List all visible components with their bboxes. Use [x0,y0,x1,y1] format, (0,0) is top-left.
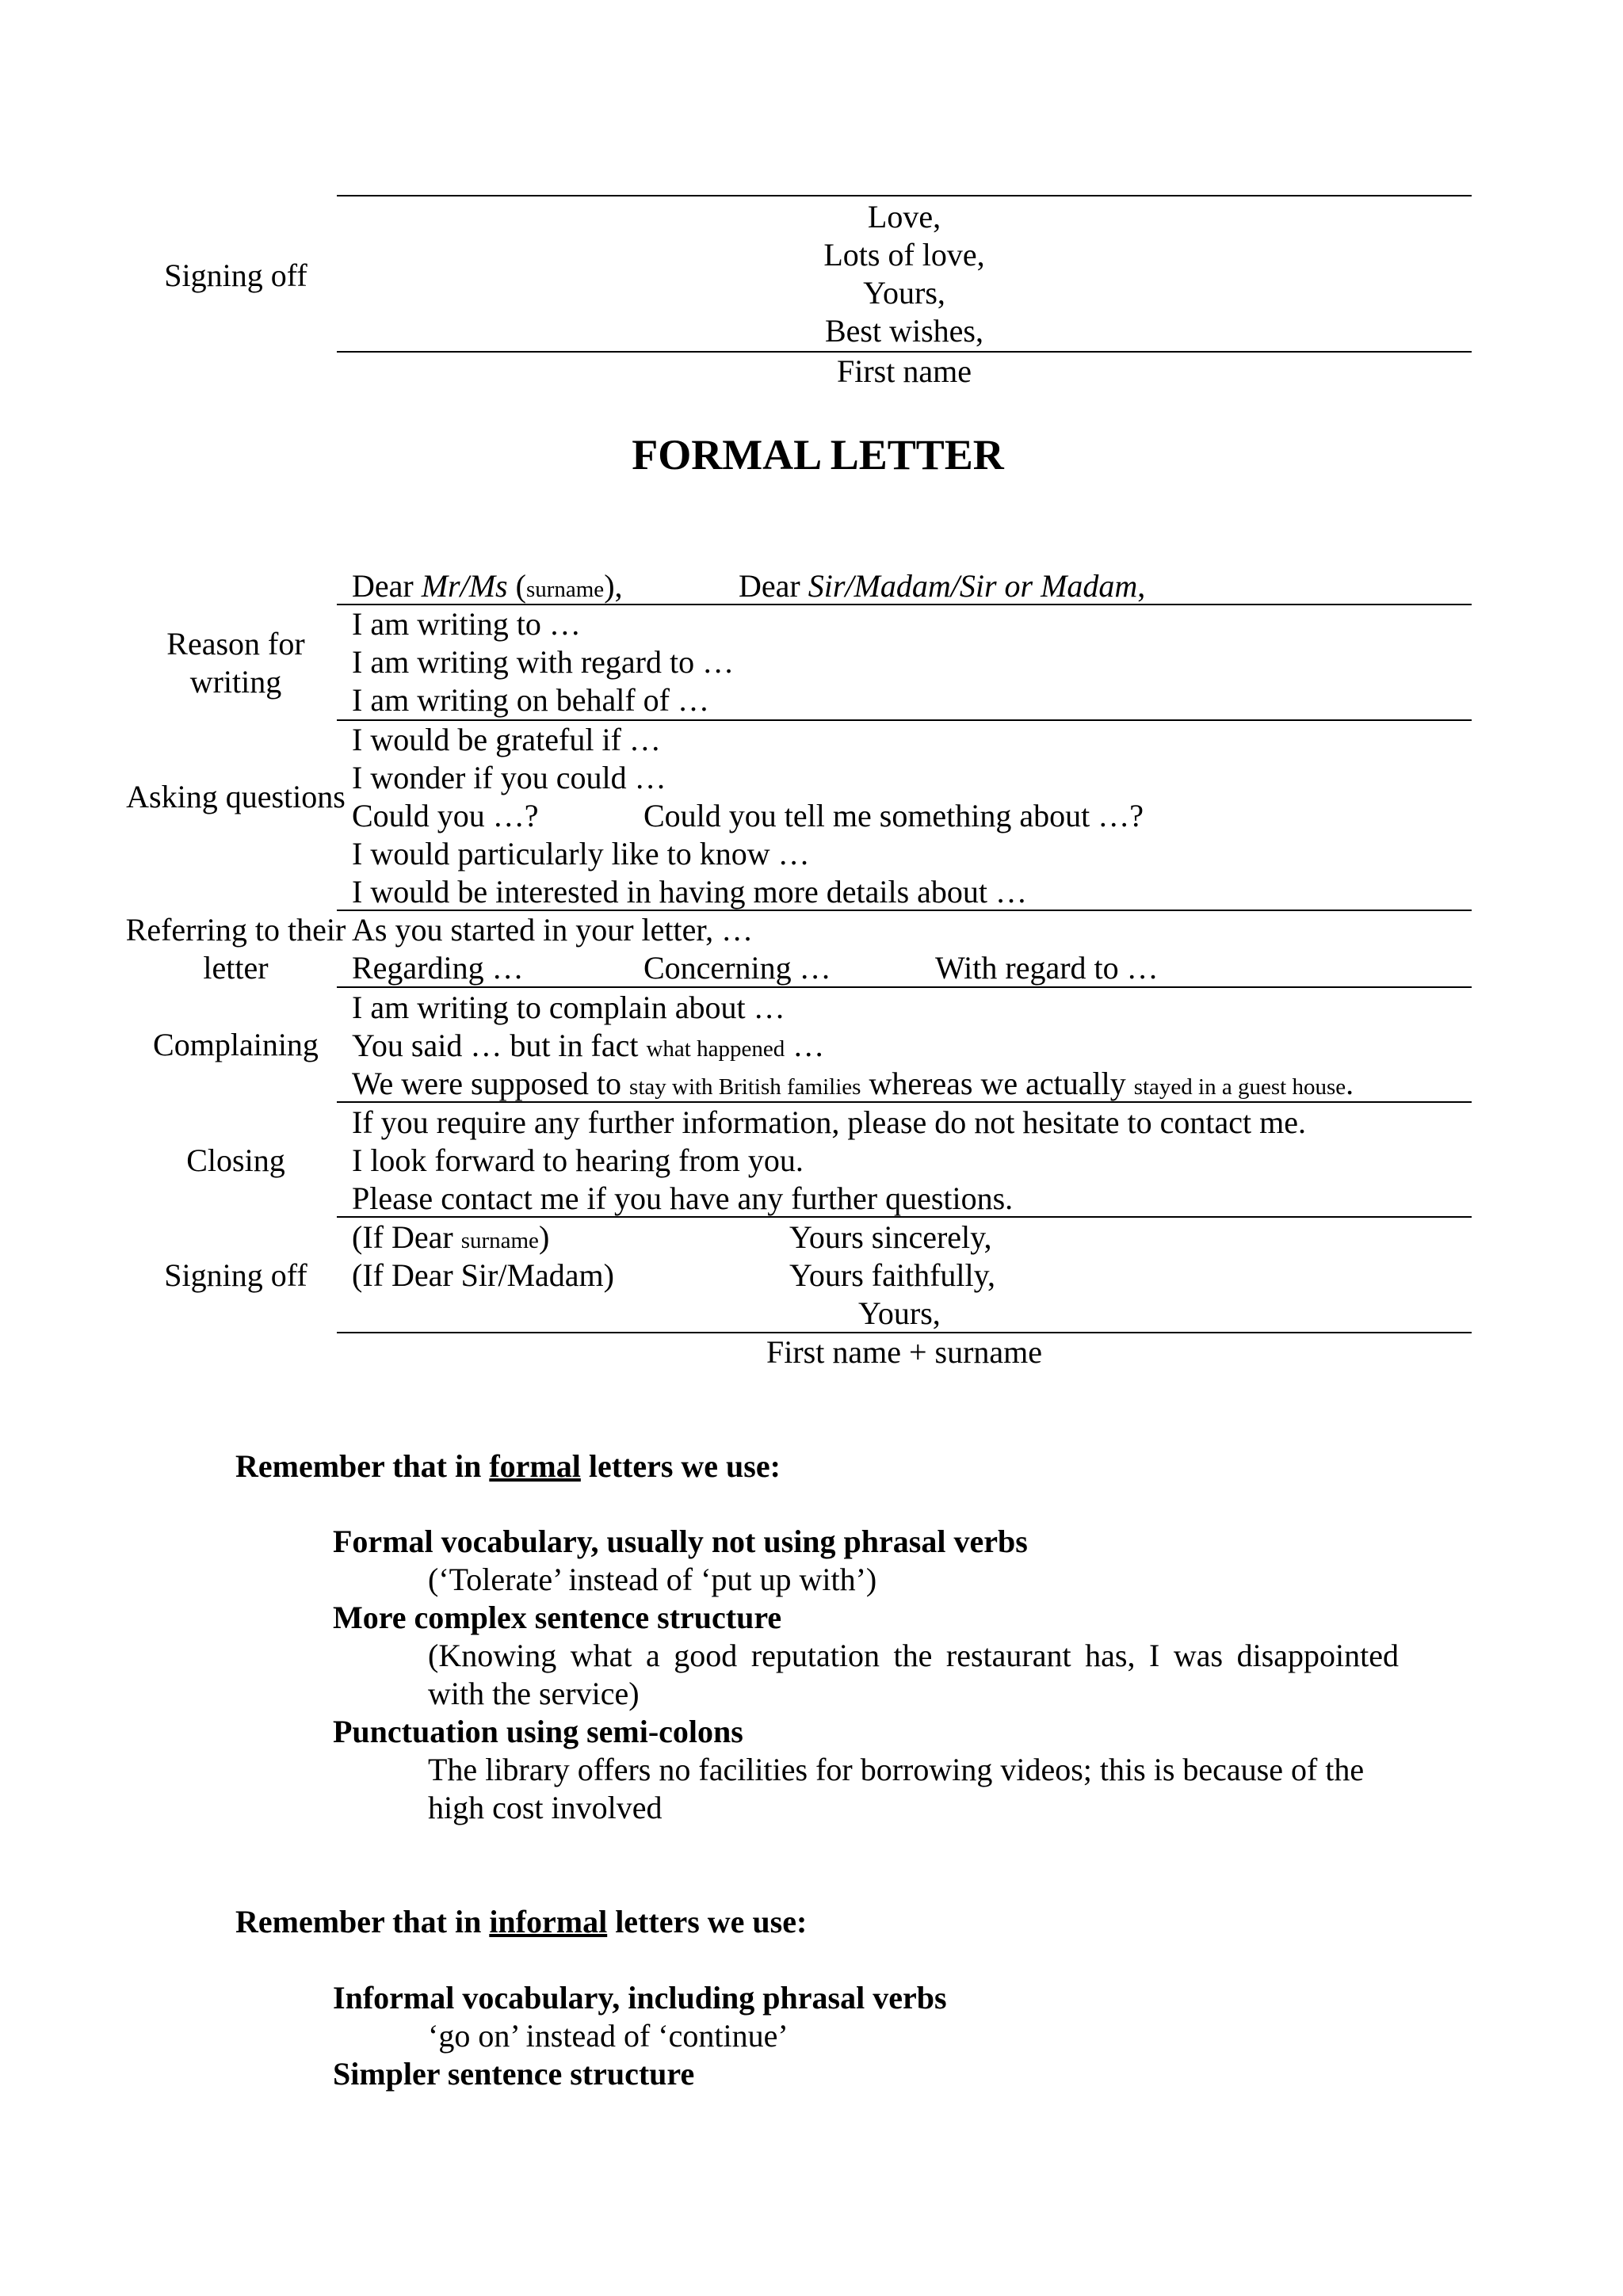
label-closing: Closing [186,1142,285,1178]
label-formal-signing-off: Signing off [164,1257,307,1293]
asking-line: I wonder if you could … [352,760,666,795]
signoff-yours-sincerely: Yours sincerely, [789,1219,992,1255]
referring-line: Concerning … [643,950,831,986]
formal-note-item: Formal vocabulary, usually not using phrasal verbs [333,1524,1028,1559]
label-referring-to-their-letter: Referring to their letter [125,912,346,986]
label-informal-signing-off: Signing off [164,257,307,293]
informal-note-example: ‘go on’ instead of ‘continue’ [428,2018,789,2054]
greeting-line: Dear Mr/Ms (surname), [352,568,623,604]
informal-notes-heading: Remember that in informal letters we use: [235,1904,808,1939]
rule-after-referring [337,986,1472,988]
signoff-yours: Yours, [858,1295,941,1331]
signoff-if-sir-madam: (If Dear Sir/Madam) [352,1257,614,1293]
informal-first-name: First name [837,353,972,389]
complaining-line: You said … but in fact what happened … [352,1028,825,1063]
signoff-yours-faithfully: Yours faithfully, [789,1257,996,1293]
rule-after-complaining [337,1101,1472,1103]
closing-line: Please contact me if you have any further questions. [352,1180,1014,1216]
page-title: FORMAL LETTER [632,431,1004,479]
rule-top [337,195,1472,196]
asking-line: Could you …? [352,798,539,833]
formal-note-example: The library offers no facilities for borrowing videos; this is because of the high cost involved [428,1752,1365,1825]
informal-note-item: Informal vocabulary, including phrasal verbs [333,1980,947,2016]
closing-line: If you require any further information, please do not hesitate to contact me. [352,1104,1307,1140]
label-asking-questions: Asking questions [126,779,346,814]
closing-love: Love, [867,199,941,235]
complaining-line: We were supposed to stay with British families whereas we actually stayed in a guest house. [352,1066,1354,1101]
asking-line: I would be interested in having more details about … [352,874,1028,910]
signoff-if-surname: (If Dear surname) [352,1219,550,1255]
complaining-line: I am writing to complain about … [352,990,785,1025]
referring-line: As you started in your letter, … [352,912,754,948]
closing-line: I look forward to hearing from you. [352,1142,804,1178]
label-complaining: Complaining [153,1027,319,1062]
reason-line: I am writing with regard to … [352,644,735,680]
closing-lots-of-love: Lots of love, [823,237,985,273]
closing-best-wishes: Best wishes, [825,313,983,349]
asking-line: Could you tell me something about …? [643,798,1144,833]
asking-line: I would be grateful if … [352,722,661,757]
informal-note-item: Simpler sentence structure [333,2056,695,2092]
formal-notes-heading: Remember that in formal letters we use: [235,1448,781,1484]
referring-line: With regard to … [935,950,1159,986]
greeting-sir-madam: Dear Sir/Madam/Sir or Madam, [739,568,1146,604]
formal-note-example: (Knowing what a good reputation the restaurant has, I was disappointed with the service) [428,1638,1399,1711]
formal-note-example: (‘Tolerate’ instead of ‘put up with’) [428,1562,877,1597]
asking-line: I would particularly like to know … [352,836,810,871]
referring-line: Regarding … [352,950,524,986]
reason-line: I am writing on behalf of … [352,682,709,718]
formal-note-item: More complex sentence structure [333,1600,782,1635]
reason-line: I am writing to … [352,606,581,642]
closing-yours: Yours, [863,275,945,311]
rule-after-closing [337,1216,1472,1218]
label-reason-for-writing: Reason for writing [166,626,305,700]
formal-full-name: First name + surname [766,1334,1043,1370]
formal-note-item: Punctuation using semi-colons [333,1714,743,1749]
